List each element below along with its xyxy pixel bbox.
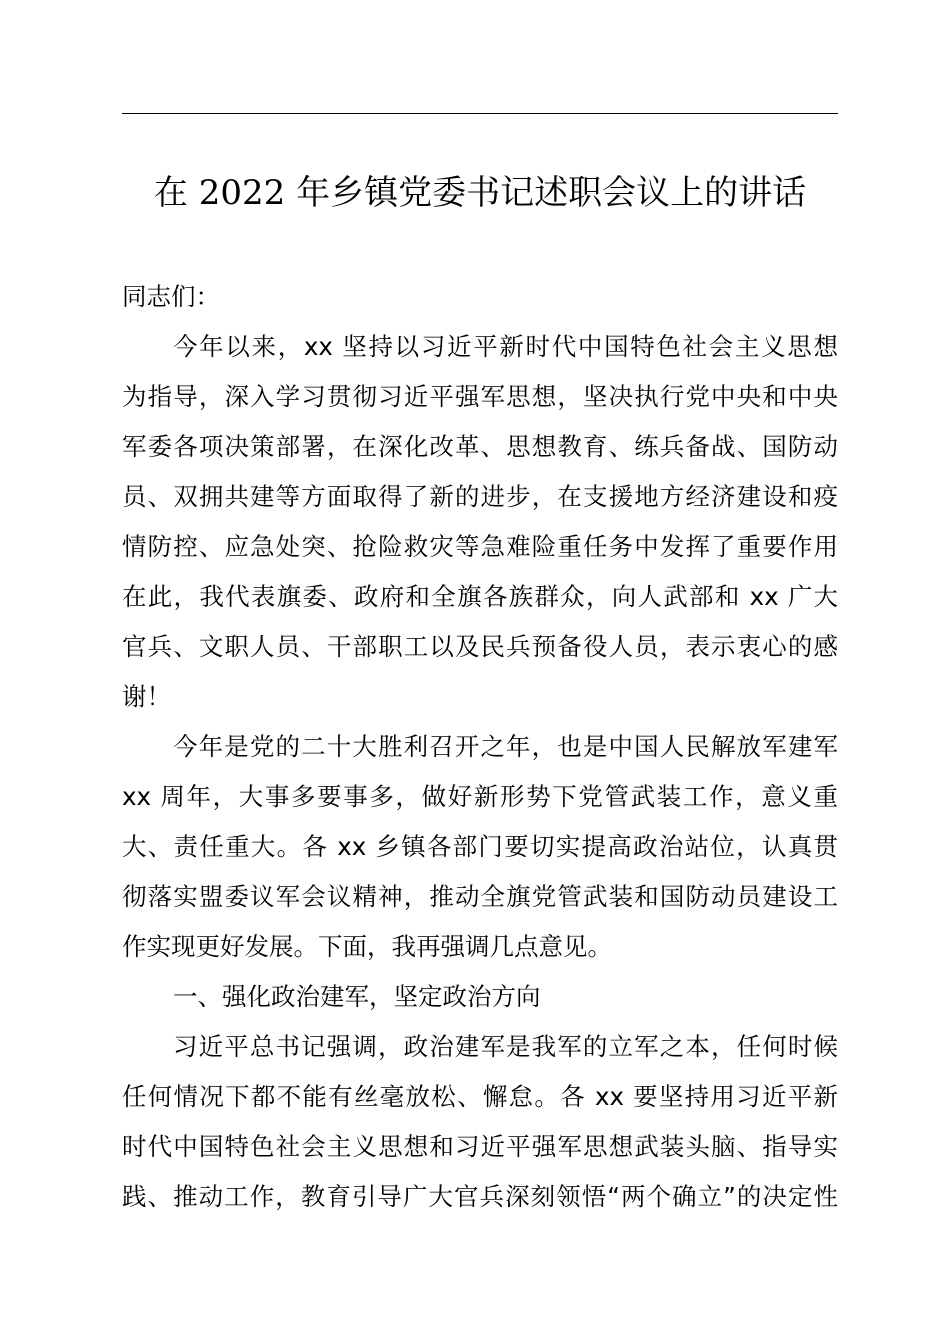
salutation: 同志们： — [122, 282, 220, 311]
paragraph-line: 践、推动工作，教育引导广大官兵深刻领悟“两个确立”的决定性 — [122, 1182, 838, 1211]
paragraph-line: 时代中国特色社会主义思想和习近平强军思想武装头脑、指导实 — [122, 1132, 838, 1161]
paragraph-line: 谢！ — [122, 682, 171, 711]
paragraph-line: 习近平总书记强调，政治建军是我军的立军之本，任何时候 — [173, 1032, 838, 1061]
paragraph-line: 今年以来，xx 坚持以习近平新时代中国特色社会主义思想 — [173, 332, 838, 361]
header-rule — [122, 113, 838, 114]
document-title: 在 2022 年乡镇党委书记述职会议上的讲话 — [153, 173, 807, 213]
paragraph-line: 员、双拥共建等方面取得了新的进步，在支援地方经济建设和疫 — [122, 482, 838, 511]
paragraph-line: 为指导，深入学习贯彻习近平强军思想，坚决执行党中央和中央 — [122, 382, 838, 411]
paragraph-line: 作实现更好发展。下面，我再强调几点意见。 — [122, 932, 612, 961]
section-heading: 一、强化政治建军，坚定政治方向 — [173, 982, 541, 1011]
paragraph-line: 彻落实盟委议军会议精神，推动全旗党管武装和国防动员建设工 — [122, 882, 838, 911]
paragraph-line: 军委各项决策部署，在深化改革、思想教育、练兵备战、国防动 — [122, 432, 838, 461]
paragraph-line: 在此，我代表旗委、政府和全旗各族群众，向人武部和 xx 广大 — [122, 582, 838, 611]
paragraph-line: xx 周年，大事多要事多，做好新形势下党管武装工作，意义重 — [122, 782, 838, 811]
paragraph-line: 任何情况下都不能有丝毫放松、懈怠。各 xx 要坚持用习近平新 — [122, 1082, 838, 1111]
paragraph-line: 今年是党的二十大胜利召开之年，也是中国人民解放军建军 — [173, 732, 838, 761]
paragraph-line: 情防控、应急处突、抢险救灾等急难险重任务中发挥了重要作用 — [122, 532, 838, 561]
paragraph-line: 官兵、文职人员、干部职工以及民兵预备役人员，表示衷心的感 — [122, 632, 838, 661]
paragraph-line: 大、责任重大。各 xx 乡镇各部门要切实提高政治站位，认真贯 — [122, 832, 838, 861]
document-body — [122, 272, 838, 1222]
